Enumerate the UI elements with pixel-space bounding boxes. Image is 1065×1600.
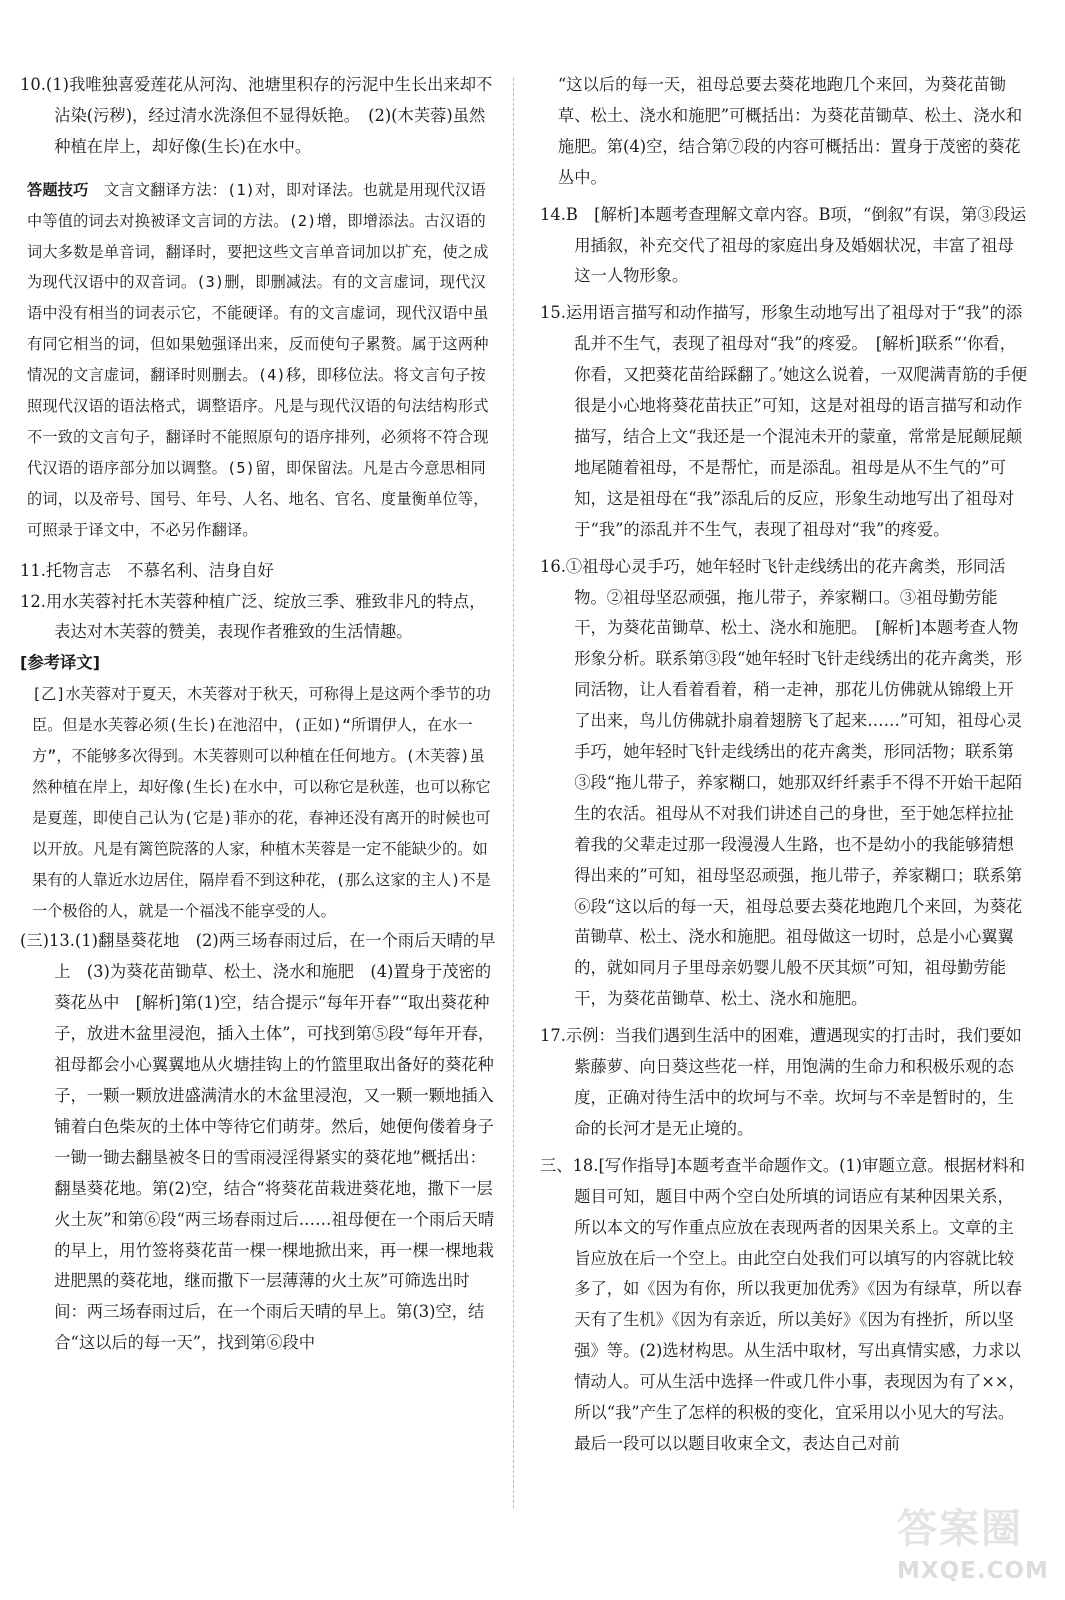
site-watermark [897, 1502, 1049, 1592]
answer-q16: 16.①祖母心灵手巧，她年轻时飞针走线绣出的花卉禽类，形同活物。②祖母坚忍顽强，拖儿带子，养家糊口。③祖母勤劳能干，为葵花苗锄草、松土、浇水和施肥。 [解析]本题考查人物形象分析。联系第③段“她年轻时飞针走线绣出的花卉禽类，形同活物，让人看着看着，稍一走神，那花儿仿佛就从锦缎上开了出来，鸟儿仿佛就扑扇着翅膀飞了起来……”可知，祖母心灵手巧，她年轻时飞针走线绣出的花卉禽类，形同活物；联系第③段“拖儿带子，养家糊口，她那双纤纤素手不得不开始干起陌生的农活。祖母从不对我们讲述自己的身世，至于她怎样拉扯着我的父辈走过那一段漫漫人生路，也不是幼小的我能够猜想得出来的”可知，祖母坚忍顽强，拖儿带子，养家糊口；联系第⑥段“这以后的每一天，祖母总要去葵花地跑几个来回，为葵花苗锄草、松土、浇水和施肥。祖母做这一切时，总是小心翼翼的，就如同月子里母亲奶婴儿般不厌其烦”可知，祖母勤劳能干，为葵花苗锄草、松土、浇水和施肥。 [540, 556, 1023, 1009]
answer-q12: 12.用水芙蓉衬托木芙蓉种植广泛、绽放三季、雅致非凡的特点，表达对木芙蓉的赞美，表现作者雅致的生活情趣。 [20, 591, 486, 642]
watermark-logo: 答案圈 [897, 1506, 1023, 1552]
column-divider [513, 78, 514, 1508]
watermark-url: MXQE.COM [897, 1558, 1049, 1584]
tip-paragraph [27, 175, 498, 546]
answer-q18: 三、18.[写作指导]本题考查半命题作文。(1)审题立意。根据材料和题目可知，题目中两个空白处所填的词语应有某种因果关系，所以本文的写作重点应放在表现两者的因果关系上。文章的主旨应放在后一个空上。由此空白处我们可以填写的内容就比较多了，如《因为有你，所以我更加优秀》《因为有绿草，所以春天有了生机》《因为有亲近，所以美好》《因为有挫折，所以坚强》等。(2)选材构思。从生活中取材，写出真情实感，力求以情动人。可从生活中选择一件或几件小事，表现因为有了××，所以“我”产生了怎样的积极的变化，宜采用以小见大的写法。最后一段可以以题目收束全文，表达自己对前 [540, 1155, 1025, 1453]
answer-q14: 14.B [解析]本题考查理解文章内容。B项，“倒叙”有误，第③段运用插叙，补充交代了祖母的家庭出身及婚姻状况，丰富了祖母这一人物形象。 [540, 204, 1027, 286]
tip-label: 答题技巧 [27, 180, 89, 199]
answer-q11: 11.托物言志 不慕名利、洁身自好 [20, 560, 274, 580]
left-column [20, 70, 498, 1359]
reference-translation-label: [参考译文] [20, 653, 101, 673]
answer-q10: 10.(1)我唯独喜爱莲花从河沟、池塘里积存的污泥中生长出来却不沾染(污秽)，经过清水洗涤但不显得妖艳。 (2)(木芙蓉)虽然种植在岸上，却好像(生长)在水中。 [20, 75, 493, 156]
reference-translation-text: [乙]水芙蓉对于夏天，木芙蓉对于秋天，可称得上是这两个季节的功臣。但是水芙蓉必须(生长)在池沼中，(正如)“所谓伊人，在水一方”，不能够多次得到。木芙蓉则可以种植在任何地方。(木芙蓉)虽然种植在岸上，却好像(生长)在水中，可以称它是秋莲，也可以称它是夏莲，即使自己认为(它是)菲亦的花，春神还没有离开的时候也可以开放。凡是有篱笆院落的人家，种植木芙蓉是一定不能缺少的。如果有的人靠近水边居住，隔岸看不到这种花，(那么这家的主人)不是一个极俗的人，就是一个福浅不能享受的人。 [32, 685, 491, 920]
right-column [540, 70, 1030, 1460]
answer-q13: (三)13.(1)翻垦葵花地 (2)两三场春雨过后，在一个雨后天晴的早上 (3)为葵花苗锄草、松土、浇水和施肥 (4)置身于茂密的葵花丛中 [解析]第(1)空，结合提示“每年开春”“取出葵花种子，放进木盆里浸泡，插入土体”，可找到第⑤段“每年开春，祖母都会小心翼翼地从火塘挂钩上的竹篮里取出备好的葵花种子，一颗一颗放进盛满清水的木盆里浸泡，又一颗一颗地插入铺着白色柴灰的土体中等待它们萌芽。然后，她便佝偻着身子一锄一锄去翻垦被冬日的雪雨浸淫得紧实的葵花地”概括出：翻垦葵花地。第(2)空，结合“将葵花苗栽进葵花地，撒下一层火土灰”和第⑥段“两三场春雨过后……祖母便在一个雨后天晴的早上，用竹签将葵花苗一棵一棵地掀出来，再一棵一棵地栽进肥黑的葵花地，继而撒下一层薄薄的火土灰”可筛选出时间：两三场春雨过后，在一个雨后天晴的早上。第(3)空，结合“这以后的每一天”，找到第⑥段中 [20, 931, 496, 1353]
answer-q13-continued: “这以后的每一天，祖母总要去葵花地跑几个来回，为葵花苗锄草、松土、浇水和施肥”可概括出：为葵花苗锄草、松土、浇水和施肥。第(4)空，结合第⑦段的内容可概括出：置身于茂密的葵花丛中。 [557, 75, 1023, 187]
answer-tip-box [20, 175, 498, 546]
tip-text: 文言文翻译方法：(1)对，即对译法。也就是用现代汉语中等值的词去对换被译文言词的方法。(2)增，即增添法。古汉语的词大多数是单音词，翻译时，要把这些文言单音词加以扩充，使之成为现代汉语中的双音词。(3)删，即删减法。有的文言虚词，现代汉语中没有相当的词表示它，不能硬译。有的文言虚词，现代汉语中虽有同它相当的词，但如果勉强译出来，反而使句子累赘。属于这两种情况的文言虚词，翻译时则删去。(4)移，即移位法。将文言句子按照现代汉语的语法格式，调整语序。凡是与现代汉语的句法结构形式不一致的文言句子，翻译时不能照原句的语序排列，必须将不符合现代汉语的语序部分加以调整。(5)留，即保留法。凡是古今意思相同的词，以及帝号、国号、年号、人名、地名、官名、度量衡单位等，可照录于译文中，不必另作翻译。 [27, 180, 489, 539]
answer-q15: 15.运用语言描写和动作描写，形象生动地写出了祖母对于“我”的添乱并不生气，表现了祖母对“我”的疼爱。 [解析]联系“‘你看，你看，又把葵花苗给踩翻了。’她这么说着，一双爬满青筋的手便很是小心地将葵花苗扶正”可知，这是对祖母的语言描写和动作描写，结合上文“我还是一个混沌未开的蒙童，常常是屁颠屁颠地尾随着祖母，不是帮忙，而是添乱。祖母是从不生气的”可知，这是祖母在“我”添乱后的反应，形象生动地写出了祖母对于“我”的添乱并不生气，表现了祖母对“我”的疼爱。 [540, 303, 1028, 539]
answer-q17: 17.示例：当我们遇到生活中的困难，遭遇现实的打击时，我们要如紫藤萝、向日葵这些花一样，用饱满的生命力和积极乐观的态度，正确对待生活中的坎坷与不幸。坎坷与不幸是暂时的，生命的长河才是无止境的。 [540, 1026, 1022, 1138]
